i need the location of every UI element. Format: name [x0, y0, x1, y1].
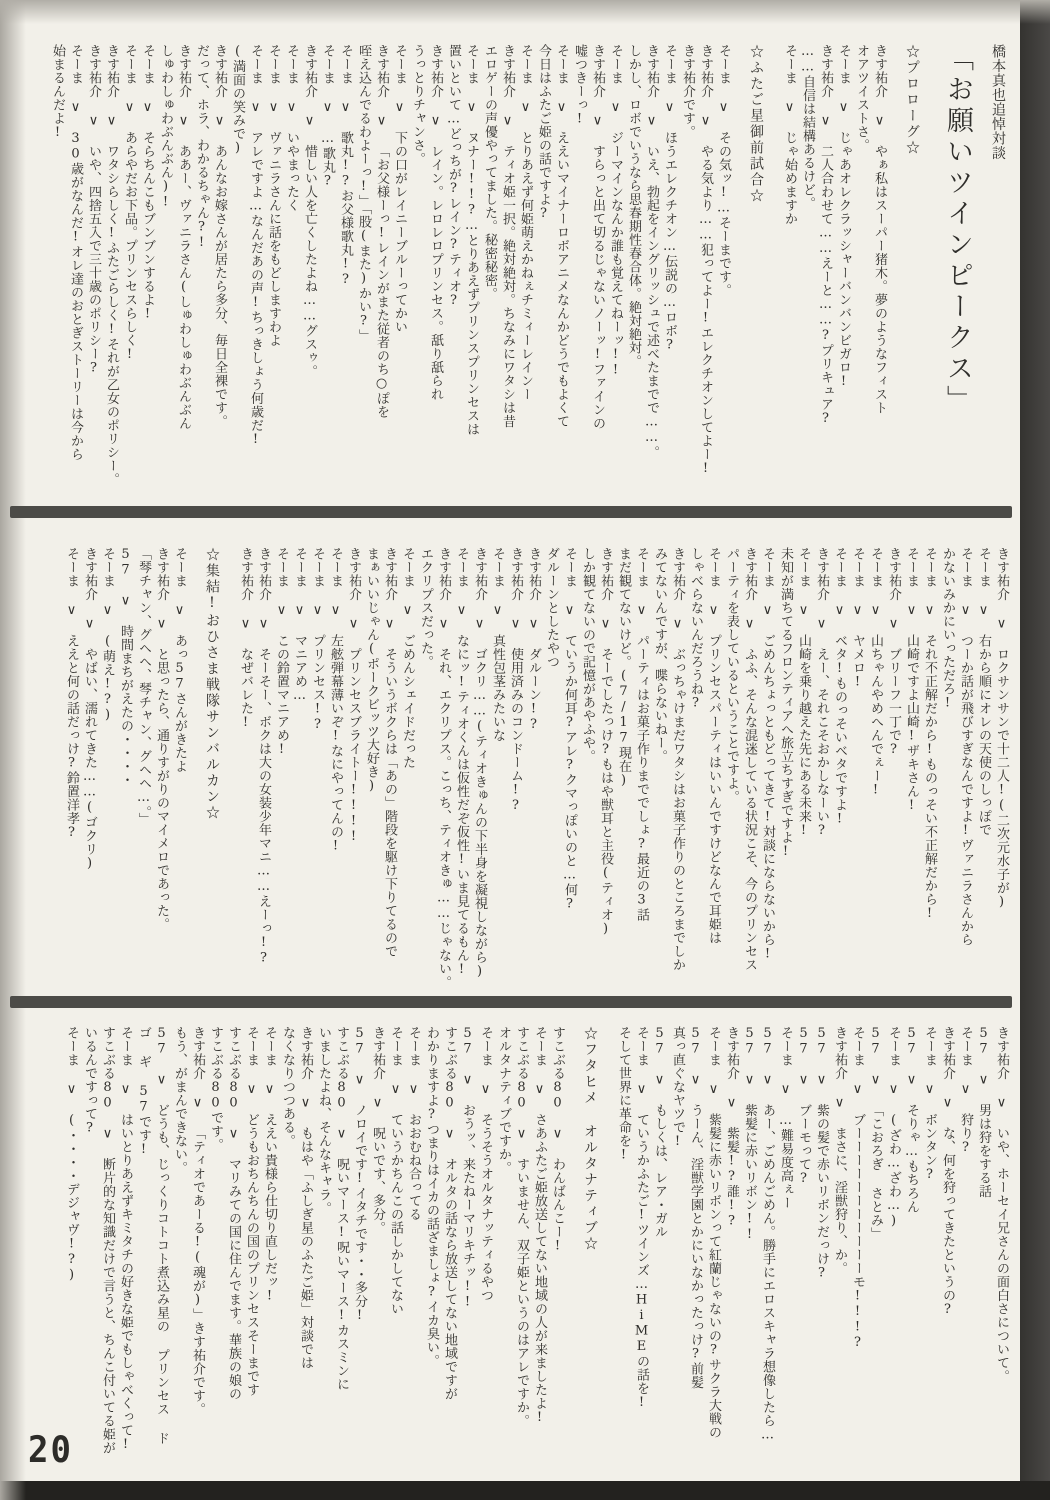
dialogue-section-prologue	[48, 44, 1010, 504]
dialogue-column: そーま ∨ プリンセスパーティはいいんですけどなんで耳姫は	[706, 547, 721, 945]
dialogue-column: そーま ∨ 右から順にオレの天使のしっぽで	[976, 547, 991, 837]
dialogue-column: そーま ∨ ごめんシェイドだった	[400, 547, 415, 769]
dialogue-column: きす祐介 ∨ あんなお嫁さんが居たら多分、毎日全裸です。	[212, 44, 227, 428]
dialogue-column: 57 ∨ ノロイです!イタチです・・多分!	[352, 1026, 367, 1324]
dialogue-column: きす祐介 ∨ そういうボクらは「あの」階段を駆け下りてるので	[382, 547, 397, 958]
dialogue-column: そーま ∨ そらちんこもブンブンするよ!	[140, 44, 155, 322]
dialogue-column: すこぶる80 ∨ わんばんこー!	[550, 1026, 565, 1254]
dialogue-column: まだ観てないけど。(7/17現在)	[616, 547, 631, 789]
dialogue-column: そーま ∨ 真性包茎みたいな	[490, 547, 505, 742]
dialogue-column: そーま ∨ つーか話が飛びすぎなんですよ!ヴァニラさんから	[958, 547, 973, 947]
dialogue-column: そーま ∨ ていうかちんこの話しかしてない	[388, 1026, 403, 1316]
dialogue-column: 始まるんだよ!	[50, 44, 65, 141]
dialogue-column: きす祐介 ∨ と思ったら、通りすがりのマイメロであった。	[154, 547, 169, 931]
dialogue-column: オルタナティブですか。	[496, 1026, 511, 1175]
dialogue-column: きす祐介 ∨ ワタシらしく!ふたごらしく!それが乙女のポリシー。	[104, 44, 119, 486]
dialogue-column: そーま ∨ そうそうオルタナッティるやつ	[478, 1026, 493, 1302]
dialogue-column: そーま ∨ ヤメロ!	[850, 547, 865, 690]
dialogue-column: そーま ∨ 歌丸!?お父様歌丸!?	[338, 44, 353, 288]
dialogue-column: 咥え込んでるわよーっ!」「股(また)かい?」	[356, 44, 371, 343]
dialogue-column: きす祐介 ∨ レイン。レロレロプリンセス。舐り舐られ	[428, 44, 443, 401]
dialogue-column: 57 ∨ そりゃ…もちろん	[904, 1026, 919, 1214]
dialogue-column: そーま ∨ 左舷弾幕薄いぞ!なにやってんの!	[328, 547, 343, 854]
dialogue-column: そして世界に革命を!	[616, 1026, 631, 1163]
dialogue-column: そーま ∨ ええいマイナーロボアニメなんかどうでもよくて	[554, 44, 569, 428]
dialogue-column: 未知が満ちてるフロンティアへ旅立ちすぎですよ!	[778, 547, 793, 860]
section-heading: ☆集結!おひさま戦隊サンバルカン☆	[204, 547, 220, 821]
dialogue-column: そーま ∨ アレですよ…なんだあの声!ちっきしょう何歳だ!	[248, 44, 263, 448]
dialogue-column: そーま ∨ 狩り?	[958, 1026, 973, 1156]
dialogue-column: きす祐介 ∨ な、何を狩ってきたというの?	[940, 1026, 955, 1318]
section-heading: ☆フタヒメ オルタナティブ☆	[582, 1026, 598, 1252]
dialogue-column: きす祐介 ∨ えー、それこそおかしなーい?	[814, 547, 829, 839]
page-number: 20	[28, 1428, 73, 1472]
scan-shadow-top	[0, 0, 1050, 24]
dialogue-column: いましたよね、そんなキャラ。	[316, 1026, 331, 1215]
dialogue-column: そーま ∨ どうもおちんちんの国のプリンセスそーまです	[244, 1026, 259, 1397]
dialogue-column: しゃべらないんだろうね?	[688, 547, 703, 711]
dialogue-column: そーま ∨ (萌え!?)	[100, 547, 115, 723]
dialogue-column: すこぶる80 ∨ すいません、双子姫というのはアレですか。	[514, 1026, 529, 1428]
dialogue-column: きす祐介 ∨ なぜバレた!	[238, 547, 253, 731]
dialogue-column: 「琴チャン、グヘヘ、琴チャン、グヘヘ…。」	[136, 547, 151, 826]
dialogue-column: わかりますよ?つまりはイカの話ざましょ?イカ臭い。	[424, 1026, 439, 1368]
dialogue-column: そーま ∨ …歌丸?	[320, 44, 335, 189]
dialogue-column: きす祐介 ∨ 惜しい人を亡くしたよね……グスゥ。	[302, 44, 317, 378]
dialogue-column: そーま ∨ ええい貴様ら仕切り直しだッ!	[262, 1026, 277, 1304]
dialogue-column: だって、ホラ、わかるちゃん?!	[194, 44, 209, 251]
dialogue-column: 57 ∨ 紫髪に赤いリボン!!	[742, 1026, 757, 1243]
dialogue-column: そーま ∨ パーティはお菓子作りまででしょ?最近の3話	[634, 547, 649, 922]
dialogue-column: きす祐介 ∨ もはや「ふしぎ星のふたご姫」対談では	[298, 1026, 313, 1370]
dialogue-column: そーま ∨ 紫髪に赤いリボンって紅蘭じゃないの?サクラ大戦の	[706, 1026, 721, 1439]
dialogue-column: きす祐介 ∨ いや、ホーセイ兄さんの面白さについて。	[994, 1026, 1009, 1383]
dialogue-column: みてないんですが、喋らないねー。	[652, 547, 667, 763]
article-kicker: 橋本真也追悼対談	[990, 44, 1006, 160]
dialogue-column: 置いといて…どっちが?レイン?ティオ?	[446, 44, 461, 309]
dialogue-column: 57 ∨ どうも、じっくりコトコト煮込み星の プリンセス ド	[154, 1026, 169, 1445]
dialogue-column: きす祐介 ∨ そーでしたっけ?もはや獣耳と主役(ティオ)	[598, 547, 613, 937]
scan-backing-right-edge	[1020, 0, 1050, 1500]
dialogue-column: きす祐介 ∨ いえ、勃起をイングリッシュで述べたまでで……。	[644, 44, 659, 459]
dialogue-column: いるんですって?	[82, 1026, 97, 1136]
dialogue-column: そーま ∨ ジーマインなんか誰も覚えてねーッ!!	[608, 44, 623, 378]
dialogue-column: きす祐介 ∨ 呪いです、多分。	[370, 1026, 385, 1235]
dialogue-column: すこぶる80 ∨ 呪いマース!呪いマース!カスミンに	[334, 1026, 349, 1391]
dialogue-column: そーま ∨ 山崎を乗り越えた先にある未来!	[796, 547, 811, 839]
dialogue-column: そーま ∨ ボンタン?	[922, 1026, 937, 1183]
dialogue-column: そーま ∨ ほうエレクチオン…伝説の…ロボ?	[662, 44, 677, 353]
dialogue-column: そーま ∨ (・・・・デジャヴ!?)	[64, 1026, 79, 1283]
dialogue-column: パーティを表しているということですよ。	[724, 547, 739, 804]
dialogue-column: うっとりチャンさ。	[410, 44, 425, 166]
dialogue-column: そーま ∨ ごめんちょっともどってきて!対談にならないから!	[760, 547, 775, 962]
dialogue-column: もう、がまんできない。	[172, 1026, 187, 1175]
dialogue-column: きす祐介 ∨ まさに、淫獣狩り、か。	[832, 1026, 847, 1275]
dialogue-column: きす祐介 ∨ プリンセスブライトー!!!!	[346, 547, 361, 845]
section-heading: ☆ふたご星御前試合☆	[748, 44, 764, 204]
dialogue-column: そーま ∨ その気ッ!…そーまです。	[716, 44, 731, 297]
dialogue-column: そーま ∨ ブーーーーーーーーーーーモ!!!?	[850, 1026, 865, 1351]
dialogue-column: すこぶる80です。	[208, 1026, 223, 1152]
dialogue-column: そーま ∨ …難易度高ぇー	[778, 1026, 793, 1210]
dialogue-column: かないみかにいっただろ!	[940, 547, 955, 711]
dialogue-column: そーま ∨ ヴァニラさんに話をもどしますわよ	[266, 44, 281, 347]
dialogue-column: そーま ∨ ていうかふたご!ツインズ…HiMEの話を!	[634, 1026, 649, 1411]
dialogue-column: すこぶる80 ∨ 断片的な知識だけで言うと、ちんこ付いてる姫が	[100, 1026, 115, 1455]
dialogue-column: そーま ∨ この鈴置マニアめ!	[274, 547, 289, 758]
dialogue-column: きす祐介 ∨ 二人合わせて……えーと……?プリキュア?	[818, 44, 833, 427]
section-heading: ☆プロローグ☆	[904, 44, 920, 156]
dialogue-column: きす祐介 ∨ そーそー、ボクは大の女装少年マニ……えーっ!?	[256, 547, 271, 966]
dialogue-column: そーま ∨ なにッ!ティオくんは仮性だぞ仮性!いま見てるもん!	[454, 547, 469, 978]
dialogue-column: そーま ∨ じゃあオレクラッシャーバンバンビガロ!	[836, 44, 851, 390]
dialogue-column: きす祐介 ∨ 「お父様ーっ!レインがまた従者のち○ぽを	[374, 44, 389, 419]
dialogue-section-bottom	[62, 1026, 1010, 1474]
dialogue-column: 57 ∨ 紫の髪で赤いリボンだっけ?	[814, 1026, 829, 1281]
dialogue-column: きす祐介 ∨ 使用済みのコンドーム!?	[508, 547, 523, 814]
dialogue-column: そーま ∨ 山崎ですよ山崎!ザキさん!	[904, 547, 919, 814]
dialogue-column: まぁいいじゃん(ポークビッツ大好き)	[364, 547, 379, 794]
dialogue-column: きす祐介 ∨ 「ティオであーる!(魂が)」きす祐介です。	[190, 1026, 205, 1416]
dialogue-column: きす祐介 ∨ ティオ姫一択。絶対絶対。ちなみにワタシは昔	[500, 44, 515, 428]
dialogue-column: すこぶる80 ∨ マリみての国に住んでます。華族の娘の	[226, 1026, 241, 1401]
dialogue-column: しか観てないので記憶があやふや。	[580, 547, 595, 763]
dialogue-section-middle	[62, 547, 1010, 989]
dialogue-column: きす祐介 ∨ ふふ、そんな混迷している状況こそ、今のプリンセス	[742, 547, 757, 972]
dialogue-column: きす祐介 ∨ やる気より……犯ってよー!エレクチオンしてよー!	[698, 44, 713, 477]
dialogue-column: 57 ∨ 「こおろぎ さとみ」	[868, 1026, 883, 1241]
dialogue-column: きす祐介 ∨ ブリーフ一丁で?	[886, 547, 901, 758]
dialogue-column: きす祐介 ∨ やばい、濡れてきた……(ゴクリ)	[82, 547, 97, 872]
dialogue-column: そーま ∨ ヌナー!!?…とりあえずプリンスプリンセスは	[464, 44, 479, 436]
dialogue-column: そーま ∨ はいとりあえずキミタチの好きな姫でもしゃべくって!	[118, 1026, 133, 1453]
dialogue-column: しかし、ロボでいうなら思春期性春合体。絶対絶対。	[626, 44, 641, 368]
dialogue-column: しゅわしゅわぶんぶん)!	[158, 44, 173, 210]
dialogue-column: そーま ∨ 下の口がレイニーブルーってかい	[392, 44, 407, 334]
dialogue-column: そーま ∨ とりあえず何姫萌えかねぇチミィーレインー	[518, 44, 533, 401]
dialogue-column: そーま ∨ ていうか何耳?アレ?クマっぽいのと…何?	[562, 547, 577, 912]
dialogue-column: そーま ∨ あらやだお下品。プリンセスらしく!	[122, 44, 137, 363]
dialogue-column: そーま ∨ 30歳がなんだ!オレ達のおとぎストーリーは今から	[68, 44, 83, 461]
section-divider-2	[10, 996, 1012, 1008]
section-divider-1	[10, 506, 1012, 518]
dialogue-column: オアツイストさ。	[854, 44, 869, 152]
dialogue-column: きす祐介 ∨ すらっと出て切るじゃないノーッ!ファインの	[590, 44, 605, 430]
dialogue-column: 57 ∨ 時間まちがえたの・・・・	[118, 547, 133, 787]
article-title: 「お願いツインピークス」	[942, 44, 973, 416]
dialogue-column: ダルーンとしたやつ	[544, 547, 559, 669]
dialogue-column: 57 ∨ ブーモって?	[796, 1026, 811, 1187]
dialogue-column: なくなりつつある。	[280, 1026, 295, 1148]
dialogue-column: そーま ∨ それ不正解だから!ものっそい不正解だから!	[922, 547, 937, 922]
dialogue-column: そーま ∨ あっ57さんがきたよ	[172, 547, 187, 773]
dialogue-column: 57 ∨ うーん、淫獣学園とかにいなかったっけ?前髪	[688, 1026, 703, 1389]
dialogue-column: そーま ∨ おおむね合ってる	[406, 1026, 421, 1221]
dialogue-column: きす祐介 ∨ ダルーン!?	[526, 547, 541, 733]
dialogue-column: エロゲーの声優やってました。秘密秘密。	[482, 44, 497, 301]
dialogue-column: きす祐介 ∨ いや、四捨五入で三十歳のポリシー?	[86, 44, 101, 376]
dialogue-column: そーま ∨ ベタ!ものっそいベタですよ!	[832, 547, 847, 827]
dialogue-column: そーま ∨ 山ちゃんやめへんでぇー!	[868, 547, 883, 798]
dialogue-column: 今日はふたご姫の話ですよ?	[536, 44, 551, 222]
dialogue-column: 57 ∨ おうッ、来たねーマリキチッ!!	[460, 1026, 475, 1310]
dialogue-column: 嘘つきーっ!	[572, 44, 587, 127]
dialogue-column: そーま ∨ ええと何の話だっけ?鈴置洋孝?	[64, 547, 79, 841]
dialogue-column: きす祐介 ∨ ぶっちゃけまだワタシはお菓子作りのところまでしか	[670, 547, 685, 972]
dialogue-column: きす祐介 ∨ やぁ私はスーパー猪木。夢のようなフィスト	[872, 44, 887, 415]
dialogue-column: ……自信は結構あるけど。	[800, 44, 815, 210]
dialogue-column: すこぶる80 ∨ オルタの話なら放送してない地域ですが	[442, 1026, 457, 1401]
dialogue-column: きす祐介です。	[680, 44, 695, 139]
dialogue-column: きす祐介 ∨ 紫髪!?誰!?	[724, 1026, 739, 1229]
dialogue-column: 真っ直ぐなヤツで!	[670, 1026, 685, 1150]
dialogue-column: きす祐介 ∨ ゴクリ……(ティオきゅんの下半身を凝視しながら)	[472, 547, 487, 980]
dialogue-column: (満面の笑みで)	[230, 44, 245, 156]
dialogue-column: そーま ∨ プリンセス!?	[310, 547, 325, 733]
dialogue-column: ゴ ギ 57です!	[136, 1026, 151, 1158]
dialogue-column: そーま ∨ じゃ始めますか	[782, 44, 797, 226]
dialogue-column: きす祐介 ∨ ロクサンサンで十二人!(二次元水子が)	[994, 547, 1009, 910]
dialogue-column: そーま ∨ さあふたご姫放送してない地域の人が来ましたよ!	[532, 1026, 547, 1426]
scan-shadow-left	[0, 0, 26, 1500]
dialogue-column: そーま ∨ マニアめ…	[292, 547, 307, 704]
scan-backing-bottom-edge	[0, 1481, 1050, 1500]
dialogue-column: そーま ∨ いやまったく	[284, 44, 299, 212]
dialogue-column: 57 ∨ 男は狩をする話	[976, 1026, 991, 1198]
dialogue-column: そーま ∨ (ざわ…ざわ…)	[886, 1026, 901, 1229]
dialogue-column: 57 ∨ あー、ごめんごめん。勝手にエロスキャラ想像したら…	[760, 1026, 775, 1443]
dialogue-column: 57 ∨ もしくは、レア・ガル	[652, 1026, 667, 1239]
dialogue-column: きす祐介 ∨ ああー、ヴァニラさん(しゅわしゅわぶんぶん	[176, 44, 191, 430]
dialogue-column: きす祐介 ∨ それ、エクリプス。こっち、ティオきゅ……じゃない。	[436, 547, 451, 989]
dialogue-column: エクリプスだった。	[418, 547, 433, 669]
